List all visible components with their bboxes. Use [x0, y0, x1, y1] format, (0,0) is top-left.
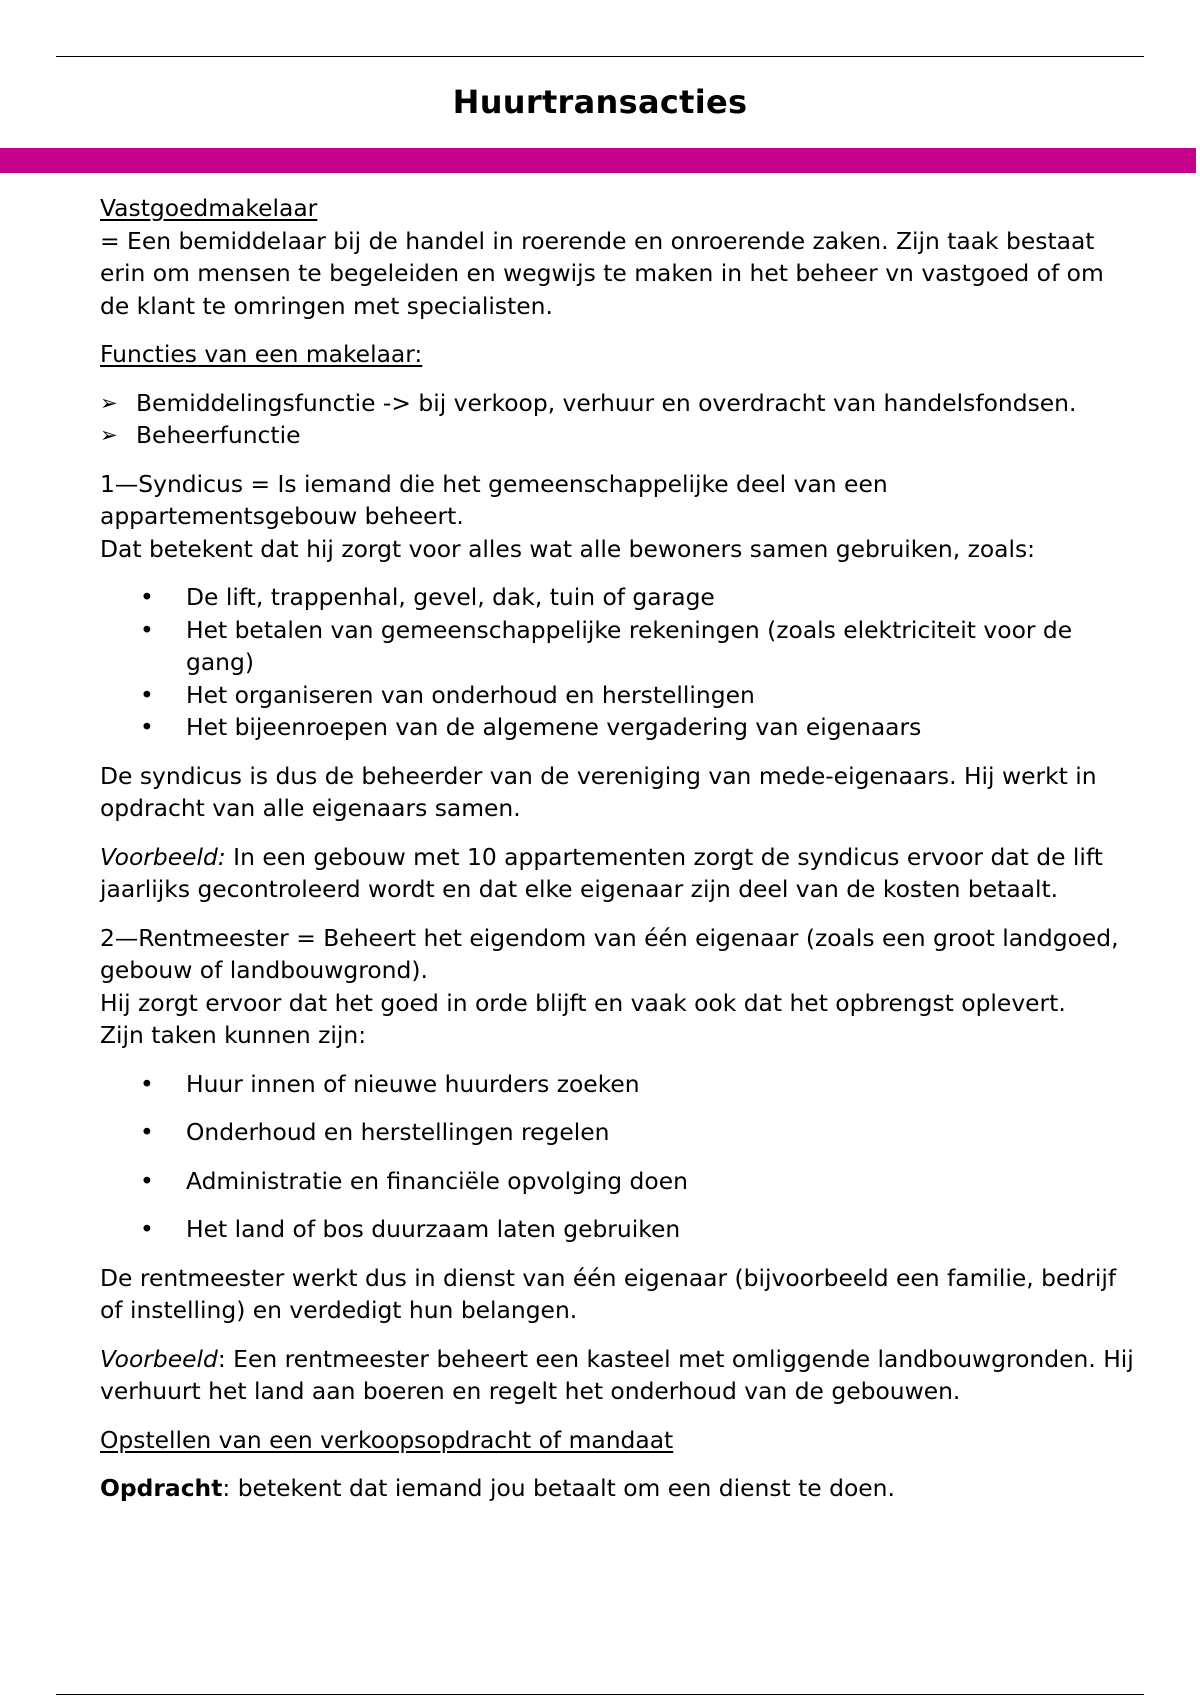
document-body	[100, 192, 1140, 1521]
syndicus-explanation: Dat betekent dat hij zorgt voor alles wat alle bewoners samen gebruiken, zoals:	[100, 534, 1036, 563]
bullet-icon: •	[140, 680, 154, 709]
rentmeester-list	[100, 1068, 1140, 1246]
rentmeester-tasks-intro: Zijn taken kunnen zijn:	[100, 1021, 367, 1049]
list-item: ➢ Beheerfunctie	[100, 419, 1140, 452]
heading-functies: Functies van een makelaar:	[100, 340, 423, 368]
definition-vastgoedmakelaar: = Een bemiddelaar bij de handel in roerende en onroerende zaken. Zijn taak bestaat erin om mensen te begeleiden en wegwijs te maken in het beheer vn vastgoed of om de klant te omringen met specialisten.	[100, 226, 1104, 320]
bullet-icon: •	[140, 713, 154, 741]
list-item: • De lift, trappenhal, gevel, dak, tuin of garage	[100, 581, 1140, 614]
rentmeester-example: Voorbeeld: Een rentmeester beheert een kasteel met omliggende landbouwgronden. Hij verhuurt het land aan boeren en regelt het onderhoud van de gebouwen.	[100, 1344, 1134, 1405]
page-title: Huurtransacties	[452, 83, 748, 121]
arrow-bullet-icon: ➢	[100, 423, 118, 447]
syndicus-list	[100, 581, 1140, 744]
rentmeester-summary: De rentmeester werkt dus in dienst van één eigenaar (bijvoorbeeld een familie, bedrijf of instelling) en verdedigt hun belangen.	[100, 1263, 1117, 1324]
list-item: • Het land of bos duurzaam laten gebruiken	[100, 1213, 1140, 1246]
list-item: • Administratie en financiële opvolging doen	[100, 1165, 1140, 1198]
top-rule	[56, 56, 1144, 57]
bullet-icon: •	[140, 1118, 154, 1146]
example-label: Voorbeeld:	[100, 842, 226, 871]
rentmeester-definition: 2—Rentmeester = Beheert het eigendom van één eigenaar (zoals een groot landgoed, gebouw of landbouwgrond).	[100, 923, 1119, 984]
functies-list	[100, 387, 1140, 452]
list-item: • Het betalen van gemeenschappelijke rekeningen (zoals elektriciteit voor de gang)	[140, 615, 1073, 676]
bullet-icon: •	[140, 1215, 154, 1243]
rentmeester-explanation: Hij zorgt ervoor dat het goed in orde blijft en vaak ook dat het opbrengst oplevert.	[100, 988, 1066, 1017]
heading-mandaat: Opstellen van een verkoopsopdracht of mandaat	[100, 1425, 674, 1454]
bullet-icon: •	[140, 583, 154, 611]
heading-vastgoedmakelaar: Vastgoedmakelaar	[100, 194, 318, 222]
example-label: Voorbeeld	[100, 1344, 218, 1373]
bullet-icon: •	[140, 1069, 154, 1098]
syndicus-example: Voorbeeld: In een gebouw met 10 appartementen zorgt de syndicus ervoor dat de lift jaarlijks gecontroleerd wordt en dat elke eigenaar zijn deel van de kosten betaalt.	[100, 842, 1103, 903]
syndicus-summary: De syndicus is dus de beheerder van de vereniging van mede-eigenaars. Hij werkt in opdracht van alle eigenaars samen.	[100, 761, 1097, 822]
list-item: • Huur innen of nieuwe huurders zoeken	[100, 1068, 1140, 1101]
list-item: • Het bijeenroepen van de algemene vergadering van eigenaars	[100, 711, 1140, 744]
bullet-icon: •	[140, 1166, 154, 1195]
arrow-bullet-icon: ➢	[100, 390, 118, 415]
bottom-rule	[56, 1694, 1144, 1695]
list-item: • Het organiseren van onderhoud en herstellingen	[100, 679, 1140, 712]
list-item: ➢ Bemiddelingsfunctie -> bij verkoop, verhuur en overdracht van handelsfondsen.	[100, 387, 1140, 420]
bullet-icon: •	[140, 615, 154, 644]
syndicus-definition: 1—Syndicus = Is iemand die het gemeenschappelijke deel van een appartementsgebouw beheert.	[100, 469, 888, 530]
accent-bar	[0, 148, 1196, 173]
opdracht-term: Opdracht	[100, 1474, 223, 1502]
list-item: • Onderhoud en herstellingen regelen	[100, 1116, 1140, 1149]
opdracht-definition: Opdracht: betekent dat iemand jou betaalt om een dienst te doen.	[100, 1474, 895, 1502]
